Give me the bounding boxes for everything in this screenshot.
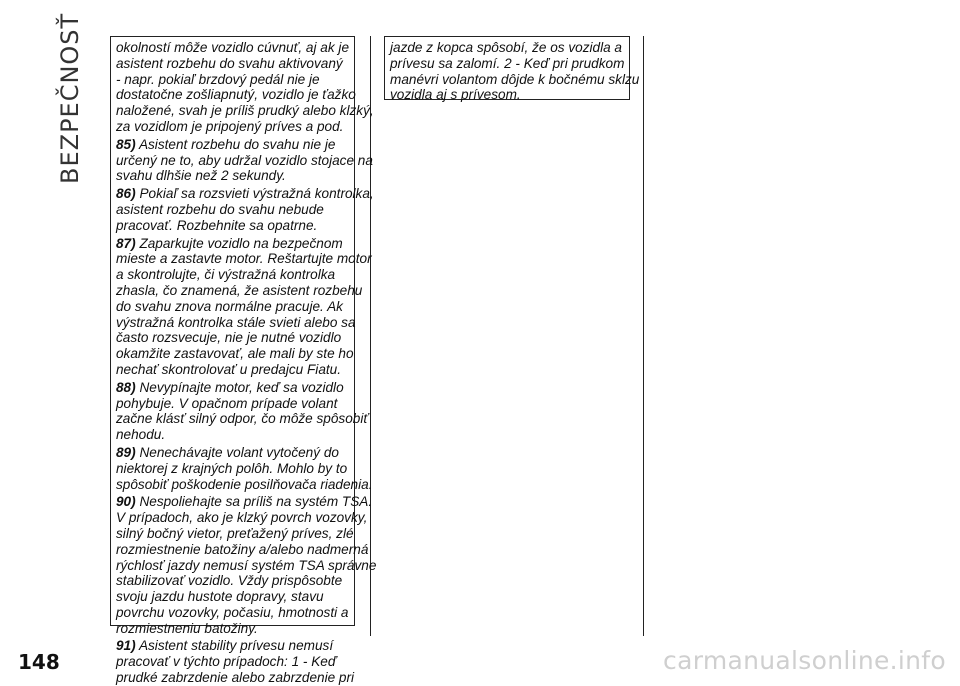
text-line: začne klásť silný odpor, čo môže spôsobiť xyxy=(116,411,369,427)
text-line: často rozsvecuje, nie je nutné vozidlo xyxy=(116,330,342,346)
warning-paragraph xyxy=(116,235,372,378)
warning-number: 90) xyxy=(116,494,136,510)
text-line: silný bočný vietor, preťažený príves, zlé xyxy=(116,525,354,541)
warning-paragraph xyxy=(116,186,374,233)
warning-box-column-2 xyxy=(384,36,640,103)
warning-paragraph xyxy=(116,638,355,686)
text-line: okolností môže vozidlo cúvnuť, aj ak je xyxy=(116,40,350,55)
warning-number: 85) xyxy=(116,136,136,152)
text-line: Nenechávajte volant vytočený do xyxy=(139,444,339,460)
warning-paragraph xyxy=(116,40,374,135)
text-line: asistent rozbehu do svahu nebude xyxy=(116,201,324,217)
page-number: 148 xyxy=(18,650,60,674)
warning-paragraph xyxy=(116,494,377,636)
text-line: povrchu vozovky, počasiu, hmotnosti a xyxy=(116,604,349,620)
warning-number: 91) xyxy=(116,638,136,654)
text-line: zhasla, čo znamená, že asistent rozbehu xyxy=(116,282,363,298)
warning-number: 88) xyxy=(116,379,136,395)
text-line: Nevypínajte motor, keď sa vozidlo xyxy=(139,379,344,395)
text-line: Asistent rozbehu do svahu nie je xyxy=(138,136,336,152)
warning-number: 87) xyxy=(116,235,136,251)
text-line: rozmiestneniu batožiny. xyxy=(116,620,258,636)
text-line: okamžite zastavovať, ale mali by ste ho xyxy=(116,346,354,362)
text-line: výstražná kontrolka stále svieti alebo sa xyxy=(116,314,356,330)
warning-paragraph xyxy=(116,136,373,184)
column-divider-2 xyxy=(643,36,644,636)
warning-paragraph xyxy=(116,379,369,443)
warning-number: 86) xyxy=(116,186,136,202)
text-line: jazde z kopca spôsobí, že os vozidla a xyxy=(390,40,622,55)
section-title: BEZPEČNOSŤ xyxy=(56,12,84,184)
text-line: vozidla aj s prívesom. xyxy=(390,87,521,103)
text-line: do svahu znova normálne pracuje. Ak xyxy=(116,298,343,314)
watermark: carmanualsonline.info xyxy=(663,646,946,675)
text-line: prívesu sa zalomí. 2 - Keď pri prudkom xyxy=(390,55,625,71)
text-line: pracovať v týchto prípadoch: 1 - Keď xyxy=(116,654,337,670)
text-line: a skontrolujte, či výstražná kontrolka xyxy=(116,267,336,283)
warning-number: 89) xyxy=(116,444,136,460)
text-line: asistent rozbehu do svahu aktivovaný xyxy=(116,55,343,71)
text-line: V prípadoch, ako je klzký povrch vozovky, xyxy=(116,510,368,526)
text-line: Pokiaľ sa rozsvieti výstražná kontrolka, xyxy=(139,186,374,202)
warning-paragraph xyxy=(390,40,640,103)
text-line: - napr. pokiaľ brzdový pedál nie je xyxy=(116,71,320,87)
text-line: nehodu. xyxy=(116,427,166,443)
text-line: dostatočne zošliapnutý, vozidlo je ťažko xyxy=(116,87,356,103)
text-line: mieste a zastavte motor. Reštartujte motor xyxy=(116,251,372,267)
text-line: rýchlosť jazdy nemusí systém TSA správne xyxy=(116,557,377,573)
text-line: stabilizovať vozidlo. Vždy prispôsobte xyxy=(116,573,343,589)
text-line: za vozidlom je pripojený príves a pod. xyxy=(116,118,344,134)
text-line: prudké zabrzdenie alebo zabrzdenie pri xyxy=(116,670,355,686)
text-line: spôsobiť poškodenie posilňovača riadenia. xyxy=(116,476,373,492)
column-divider-1 xyxy=(370,36,371,636)
text-line: nechať skontrolovať u predajcu Fiatu. xyxy=(116,361,341,377)
text-line: svoju jazdu hustote dopravy, stavu xyxy=(116,589,324,605)
text-line: pracovať. Rozbehnite sa opatrne. xyxy=(116,217,318,233)
text-line: pohybuje. V opačnom prípade volant xyxy=(116,395,338,411)
text-line: Zaparkujte vozidlo na bezpečnom xyxy=(139,235,343,251)
text-line: Nespoliehajte sa príliš na systém TSA. xyxy=(139,494,373,510)
text-line: svahu dlhšie než 2 sekundy. xyxy=(116,168,286,184)
text-line: určený ne to, aby udržal vozidlo stojace na xyxy=(116,152,373,168)
text-line: Asistent stability prívesu nemusí xyxy=(138,638,334,654)
text-line: naložené, svah je príliš prudký alebo klzký, xyxy=(116,103,374,119)
text-line: niektorej z krajných polôh. Mohlo by to xyxy=(116,460,348,476)
warning-box-column-1 xyxy=(110,36,377,686)
warning-paragraph xyxy=(116,444,373,492)
text-line: rozmiestnenie batožiny a/alebo nadmerná xyxy=(116,541,369,557)
text-line: manévri volantom dôjde k bočnému sklzu xyxy=(390,71,640,87)
